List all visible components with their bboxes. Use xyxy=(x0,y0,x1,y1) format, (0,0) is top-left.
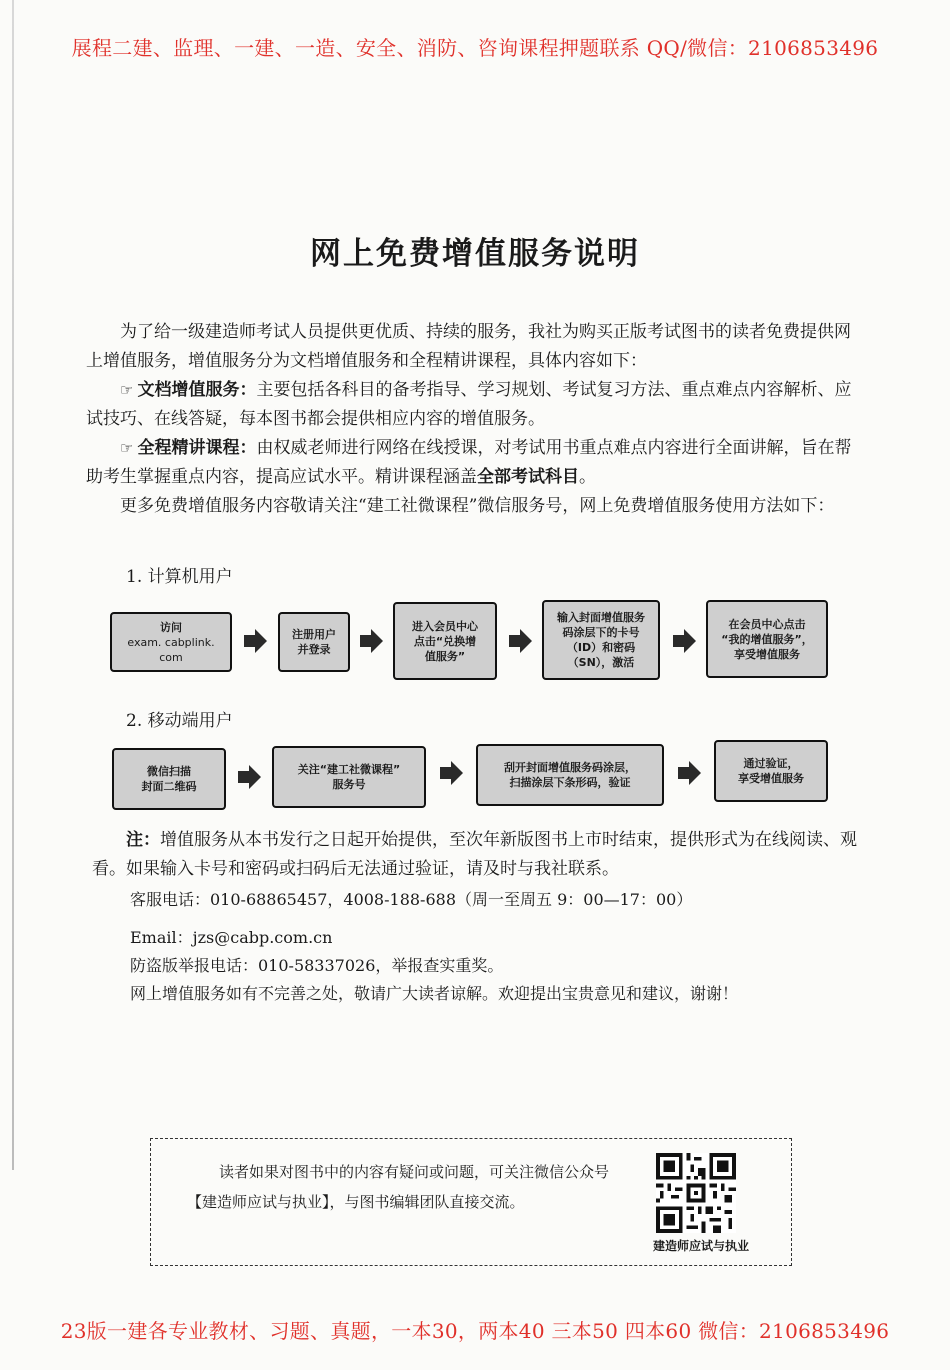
note-paragraph xyxy=(92,826,862,884)
step-line: 封面二维码 xyxy=(141,780,197,793)
pc-step-3 xyxy=(393,602,497,680)
pc-step-4 xyxy=(542,600,660,680)
note-label: 注： xyxy=(126,830,160,850)
step-line: 享受增值服务 xyxy=(734,647,800,661)
course-service-text: 由权威老师进行网络在线授课，对考试用书重点难点内容进行全面讲解，旨在帮助考生掌握重点内容，提高应试水平。精讲课程涵盖 xyxy=(86,438,852,487)
arrow-right-icon xyxy=(438,760,464,786)
mobile-step-1 xyxy=(112,748,226,810)
intro-paragraph: 为了给一级建造师考试人员提供更优质、持续的服务，我社为购买正版考试图书的读者免费提供网上增值服务，增值服务分为文档增值服务和全程精讲课程，具体内容如下： xyxy=(86,322,851,371)
step-line: 进入会员中心 xyxy=(412,619,478,633)
course-service-label: 全程精讲课程： xyxy=(137,438,257,458)
course-service-paragraph xyxy=(86,434,856,492)
mobile-step-4 xyxy=(714,740,828,802)
step-line: （SN），激活 xyxy=(567,656,635,669)
service-phone: 客服电话：010-68865457，4008-188-688（周一至周五 9：00—17：00） xyxy=(130,890,693,909)
note-text: 增值服务从本书发行之日起开始提供，至次年新版图书上市时结束，提供形式为在线阅读、观看。如果输入卡号和密码或扫码后无法通过验证，请及时与我社联系。 xyxy=(92,830,857,879)
pointing-hand-icon: ☞ xyxy=(120,381,134,399)
step-line: 输入封面增值服务 xyxy=(557,611,645,624)
step-line: 访问 xyxy=(160,620,182,634)
qr-caption: 建造师应试与执业 xyxy=(652,1239,749,1253)
step-line: 通过验证， xyxy=(743,757,799,770)
bottom-banner: 23版一建各专业教材、习题、真题，一本30，两本40 三本50 四本60 微信：2106853496 xyxy=(60,1319,890,1343)
step-line: “我的增值服务”， xyxy=(721,632,813,646)
step-line: 服务号 xyxy=(332,778,366,791)
step-line: （ID）和密码 xyxy=(566,641,636,654)
mobile-heading: 2. 移动端用户 xyxy=(126,711,233,731)
feedback-text: 读者如果对图书中的内容有疑问或问题，可关注微信公众号【建造师应试与执业】，与图书编辑团队直接交流。 xyxy=(187,1163,610,1211)
qr-code-icon xyxy=(656,1153,736,1233)
step-line: 码涂层下的卡号 xyxy=(562,626,640,639)
step-line: 刮开封面增值服务码涂层， xyxy=(504,761,636,774)
course-service-end: 。 xyxy=(579,467,596,487)
pc-step-1 xyxy=(110,612,232,672)
step-line: 点击“兑换增 xyxy=(413,634,477,648)
mobile-step-2 xyxy=(272,746,426,808)
arrow-right-icon xyxy=(358,628,384,654)
pc-step-2 xyxy=(278,612,350,672)
feedback-box xyxy=(150,1138,792,1266)
step-line: 注册用户 xyxy=(292,628,336,641)
pc-heading: 1. 计算机用户 xyxy=(126,567,233,587)
step-line: 并登录 xyxy=(297,643,331,656)
arrow-right-icon xyxy=(676,760,702,786)
page-title: 网上免费增值服务说明 xyxy=(310,236,640,272)
arrow-right-icon xyxy=(236,764,262,790)
closing-line: 网上增值服务如有不完善之处，敬请广大读者谅解。欢迎提出宝贵意见和建议，谢谢！ xyxy=(130,984,739,1003)
arrow-right-icon xyxy=(671,628,697,654)
more-paragraph: 更多免费增值服务内容敬请关注“建工社微课程”微信服务号，网上免费增值服务使用方法如下： xyxy=(120,496,835,516)
arrow-right-icon xyxy=(507,628,533,654)
step-line: 关注“建工社微课程” xyxy=(297,763,401,776)
doc-service-label: 文档增值服务： xyxy=(137,380,257,400)
top-banner: 展程二建、监理、一建、一造、安全、消防、咨询课程押题联系 QQ/微信：2106853496 xyxy=(71,36,879,60)
pc-step-5 xyxy=(706,600,828,678)
step-line: 扫描涂层下条形码，验证 xyxy=(509,776,631,789)
mobile-step-3 xyxy=(476,744,664,806)
page-edge xyxy=(12,0,14,1170)
step-line: 值服务” xyxy=(424,649,466,663)
pointing-hand-icon: ☞ xyxy=(120,439,134,457)
doc-service-text: 主要包括各科目的备考指导、学习规划、考试复习方法、重点难点内容解析、应试技巧、在线答疑，每本图书都会提供相应内容的增值服务。 xyxy=(86,380,852,429)
step-line: 在会员中心点击 xyxy=(728,617,806,631)
course-service-bold-tail: 全部考试科目 xyxy=(477,467,579,487)
step-line: 享受增值服务 xyxy=(738,772,804,785)
step-line: 微信扫描 xyxy=(147,765,191,778)
piracy-hotline: 防盗版举报电话：010-58337026，举报查实重奖。 xyxy=(130,956,504,975)
doc-service-paragraph xyxy=(86,376,856,434)
step-line: exam. cabplink. com xyxy=(127,635,215,664)
contact-email: Email：jzs@cabp.com.cn xyxy=(130,928,333,947)
arrow-right-icon xyxy=(242,628,268,654)
